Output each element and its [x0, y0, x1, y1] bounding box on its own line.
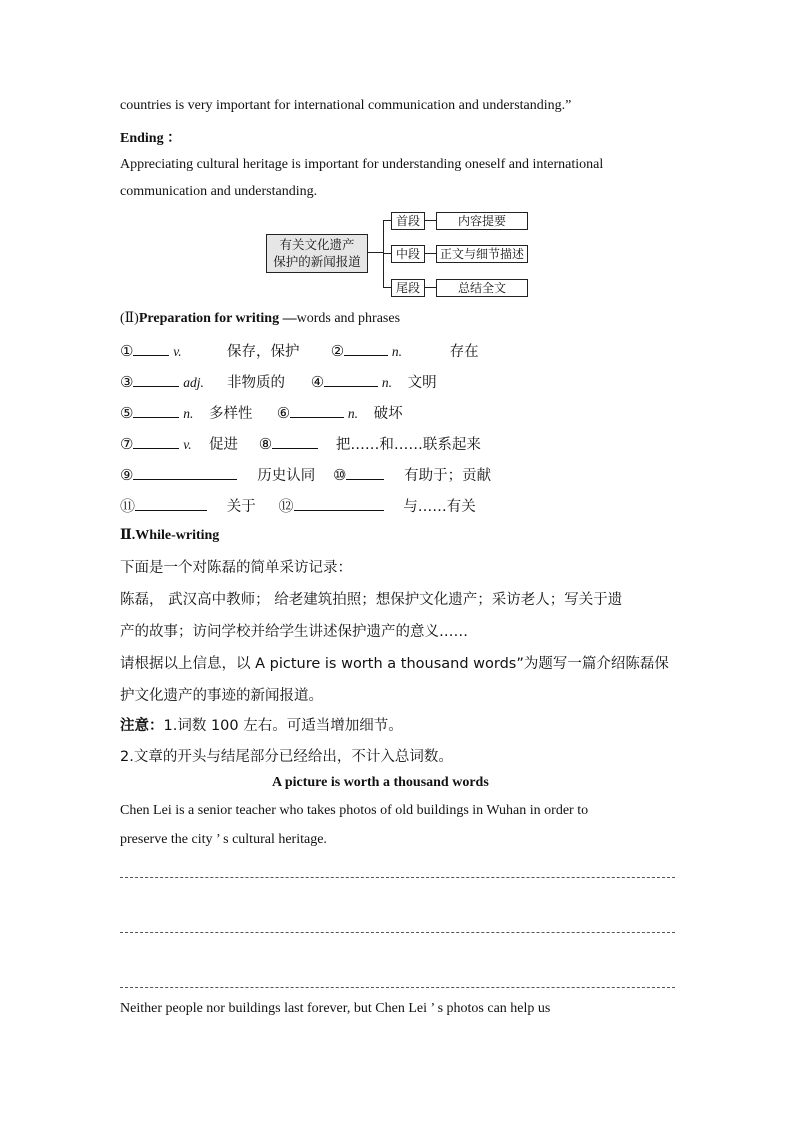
- diagram-content-1: 内容提要: [436, 212, 528, 230]
- diagram-main-line-2: 保护的新闻报道: [273, 254, 361, 269]
- vocab-number: ②: [330, 344, 345, 360]
- preparation-heading-rest: words and phrases: [296, 311, 401, 326]
- diagram-connector: [383, 287, 391, 288]
- task-line-1: 陈磊， 武汉高中教师； 给老建筑拍照；想保护文化遗产；采访老人；写关于遗: [120, 592, 623, 608]
- task-line-4: 护文化遗产的事迹的新闻报道。: [120, 688, 323, 704]
- writing-line[interactable]: [120, 987, 675, 988]
- vocab-pos: v.: [183, 437, 192, 452]
- vocab-blank[interactable]: [272, 434, 318, 449]
- vocab-meaning: 把……和……联系起来: [335, 437, 481, 453]
- vocab-blank[interactable]: [133, 434, 179, 449]
- vocab-number: ⑧: [258, 437, 273, 453]
- note-label: 注意：: [120, 718, 164, 734]
- vocab-meaning: 与……有关: [403, 499, 476, 515]
- vocab-number: ⑫: [278, 499, 294, 515]
- vocab-blank[interactable]: [344, 341, 388, 356]
- vocab-row-5: [120, 464, 491, 485]
- vocab-blank[interactable]: [133, 341, 169, 356]
- ending-text-line-1: Appreciating cultural heritage is important for understanding oneself and international: [120, 157, 604, 172]
- vocab-number: ⑪: [120, 499, 136, 515]
- vocab-number: ⑥: [276, 406, 291, 422]
- vocab-meaning: 破坏: [373, 406, 403, 422]
- writing-line[interactable]: [120, 877, 675, 878]
- vocab-blank[interactable]: [133, 465, 237, 480]
- vocab-meaning: 存在: [449, 344, 479, 360]
- vocab-row-3: [120, 402, 403, 423]
- vocab-blank[interactable]: [290, 403, 344, 418]
- diagram-connector: [383, 220, 391, 221]
- diagram-section-3: 尾段: [391, 279, 425, 297]
- vocab-number: ⑤: [120, 406, 134, 422]
- vocab-meaning: 促进: [208, 437, 238, 453]
- vocab-blank[interactable]: [133, 403, 179, 418]
- vocab-number: ⑦: [120, 437, 134, 453]
- vocab-row-4: [120, 433, 481, 454]
- writing-line[interactable]: [120, 932, 675, 933]
- while-writing-heading: Ⅱ.While-writing: [120, 528, 220, 543]
- vocab-pos: n.: [183, 406, 194, 421]
- essay-title: A picture is worth a thousand words: [272, 775, 489, 790]
- diagram-section-2: 中段: [391, 245, 425, 263]
- task-line-3: 请根据以上信息，以 A picture is worth a thousand words”为题写一篇介绍陈磊保: [120, 656, 669, 672]
- structure-diagram: [266, 210, 531, 300]
- vocab-meaning: 文明: [407, 375, 437, 391]
- vocab-blank[interactable]: [133, 372, 179, 387]
- vocab-row-1: [120, 340, 479, 361]
- vocab-pos: n.: [347, 406, 359, 421]
- vocab-meaning: 关于: [226, 499, 256, 515]
- vocab-meaning: 多样性: [208, 406, 253, 422]
- vocab-number: ⑨: [120, 468, 134, 484]
- essay-opening-line-1: Chen Lei is a senior teacher who takes photos of old buildings in Wuhan in order to: [120, 803, 589, 818]
- vocab-pos: v.: [173, 344, 182, 359]
- vocab-row-2: [120, 371, 437, 392]
- vocab-meaning: 非物质的: [226, 375, 285, 391]
- task-intro: 下面是一个对陈磊的简单采访记录：: [120, 560, 352, 576]
- diagram-connector: [424, 253, 436, 254]
- vocab-meaning: 有助于；贡献: [404, 468, 492, 484]
- vocab-number: ①: [120, 344, 134, 360]
- vocab-blank[interactable]: [294, 496, 384, 511]
- vocab-pos: n.: [391, 344, 403, 359]
- diagram-main-box: [266, 234, 368, 273]
- ending-label: Ending ：: [120, 131, 182, 146]
- essay-closing-line: Neither people nor buildings last forever, but Chen Lei ’ s photos can help us: [120, 1001, 551, 1016]
- essay-opening-line-2: preserve the city ’ s cultural heritage.: [120, 832, 327, 847]
- vocab-blank[interactable]: [135, 496, 207, 511]
- vocab-blank[interactable]: [346, 465, 384, 480]
- preparation-heading-bold: Preparation for writing —: [138, 311, 297, 326]
- task-line-2: 产的故事；访问学校并给学生讲述保护遗产的意义……: [120, 624, 468, 640]
- vocab-pos: n.: [381, 375, 393, 390]
- vocab-blank[interactable]: [324, 372, 378, 387]
- diagram-section-1: 首段: [391, 212, 425, 230]
- diagram-connector: [383, 253, 391, 254]
- diagram-connector: [367, 252, 383, 253]
- note-1: 1.词数 100 左右。可适当增加细节。: [163, 718, 403, 734]
- opening-text-tail: countries is very important for international communication and understanding.”: [120, 98, 572, 113]
- note-line-2: 2.文章的开头与结尾部分已经给出，不计入总词数。: [120, 749, 453, 765]
- vocab-pos: adj.: [183, 375, 204, 390]
- ending-text-line-2: communication and understanding.: [120, 184, 318, 199]
- diagram-connector: [424, 287, 436, 288]
- diagram-connector: [424, 220, 436, 221]
- preparation-heading-prefix: (Ⅱ): [120, 311, 139, 326]
- vocab-number: ③: [120, 375, 134, 391]
- diagram-content-3: 总结全文: [436, 279, 528, 297]
- diagram-content-2: 正文与细节描述: [436, 245, 528, 263]
- vocab-meaning: 历史认同: [257, 468, 316, 484]
- preparation-heading: [120, 310, 400, 327]
- vocab-meaning: 保存，保护: [226, 344, 300, 360]
- note-line-1: [120, 714, 403, 735]
- vocab-number: ⑩: [332, 468, 347, 484]
- vocab-number: ④: [310, 375, 325, 391]
- vocab-row-6: [120, 495, 476, 516]
- diagram-main-line-1: 有关文化遗产: [279, 237, 355, 252]
